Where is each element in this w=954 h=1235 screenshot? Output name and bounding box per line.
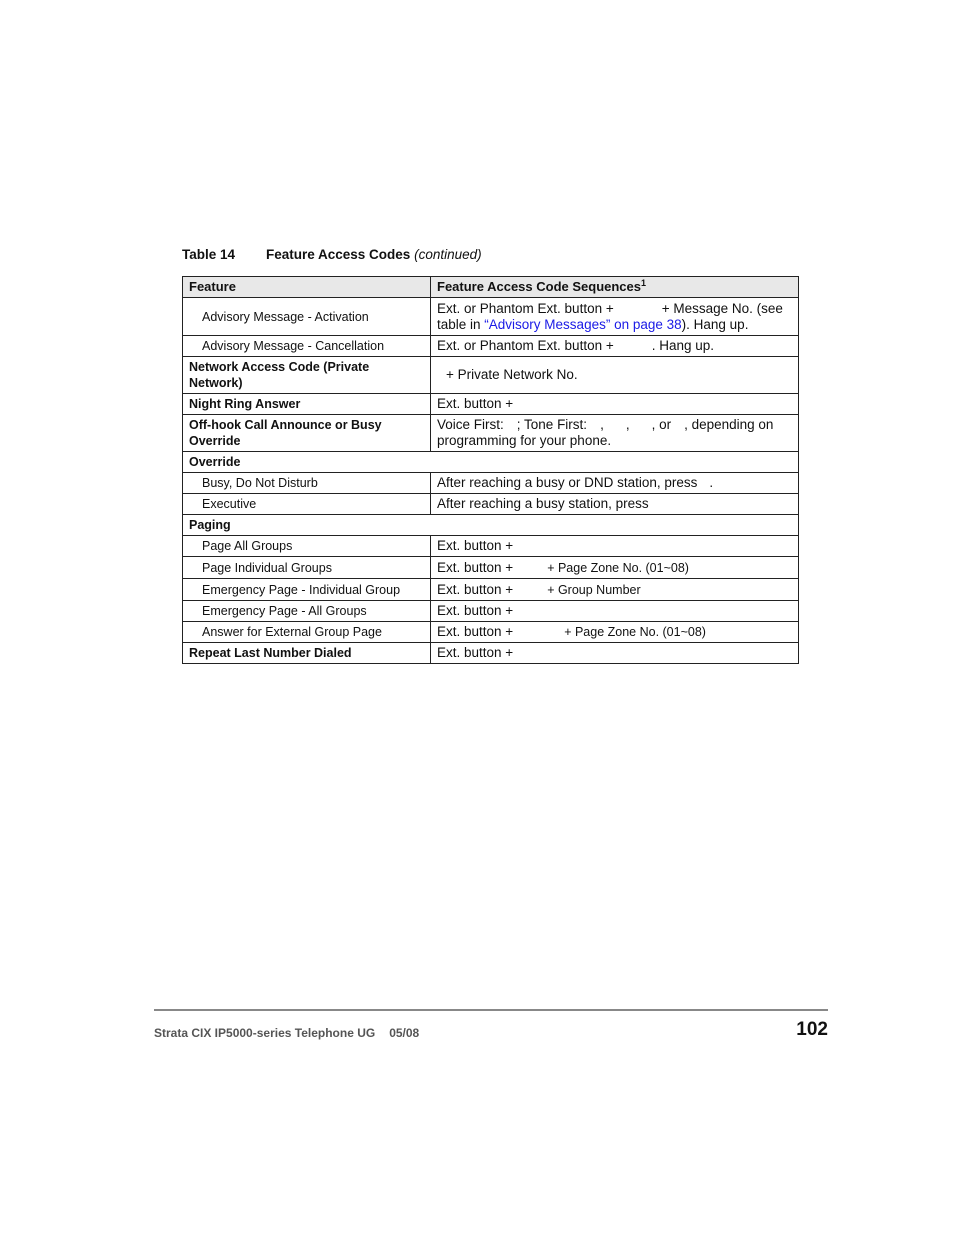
sequence-cell [431, 473, 799, 494]
feature-cell: Busy, Do Not Disturb [183, 473, 431, 494]
group-cell: Paging [183, 515, 799, 536]
seq-text: Ext. or Phantom Ext. button + [437, 300, 614, 316]
table-row [183, 415, 799, 452]
feature-cell: Answer for External Group Page [183, 622, 431, 643]
seq-text: . [709, 475, 714, 490]
table-row [183, 601, 799, 622]
seq-text: . Hang up. [651, 338, 715, 353]
seq-text: ; Tone First: [516, 417, 588, 432]
seq-text: , or [651, 417, 672, 432]
seq-text: ). Hang up. [681, 316, 749, 332]
feature-cell: Advisory Message - Cancellation [183, 336, 431, 357]
header-feature: Feature [183, 277, 431, 298]
seq-text: Ext. button + [437, 581, 514, 597]
sequence-cell [431, 622, 799, 643]
feature-cell: Executive [183, 494, 431, 515]
feature-cell: Advisory Message - Activation [183, 298, 431, 336]
table-group-row [183, 452, 799, 473]
table-continued: (continued) [414, 247, 482, 262]
table-row [183, 494, 799, 515]
feature-cell: Page All Groups [183, 536, 431, 557]
feature-cell: Night Ring Answer [183, 394, 431, 415]
sequence-cell: Ext. button + [431, 643, 799, 664]
feature-cell: Repeat Last Number Dialed [183, 643, 431, 664]
sequence-cell [431, 336, 799, 357]
table-row [183, 394, 799, 415]
table-row [183, 298, 799, 336]
feature-cell: Off-hook Call Announce or Busy Override [183, 415, 431, 452]
page-number: 102 [796, 1019, 828, 1040]
seq-text: Ext. button + [437, 559, 514, 575]
seq-text: + Message No. (see table in [437, 300, 783, 332]
table-row [183, 622, 799, 643]
feature-cell: Emergency Page - Individual Group [183, 579, 431, 601]
header-sequence [431, 277, 799, 298]
footer-divider [154, 1009, 828, 1011]
feature-cell: Page Individual Groups [183, 557, 431, 579]
feature-cell: Network Access Code (Private Network) [183, 357, 431, 394]
seq-text: , [625, 417, 630, 432]
table-number: Table 14 [182, 247, 236, 262]
sequence-cell: After reaching a busy station, press [431, 494, 799, 515]
seq-text: + Page Zone No. (01~08) [547, 560, 689, 575]
table-row [183, 579, 799, 601]
feature-access-codes-table [182, 276, 799, 664]
table-row [183, 336, 799, 357]
table-row [183, 643, 799, 664]
sequence-cell: Ext. button + [431, 394, 799, 415]
sequence-cell [431, 298, 799, 336]
advisory-messages-link[interactable]: “Advisory Messages” on page 38 [484, 316, 682, 332]
group-cell: Override [183, 452, 799, 473]
table-caption [182, 247, 482, 262]
sequence-cell [431, 415, 799, 452]
seq-text: After reaching a busy or DND station, press [437, 475, 698, 490]
footer-doc-title: Strata CIX IP5000-series Telephone UG [154, 1026, 376, 1040]
sequence-cell: Ext. button + [431, 601, 799, 622]
seq-text: Voice First: [437, 417, 504, 432]
footnote-marker: 1 [641, 278, 647, 288]
table-row [183, 473, 799, 494]
seq-text: , [600, 417, 604, 432]
seq-text: + Private Network No. [446, 367, 578, 382]
table-row [183, 357, 799, 394]
feature-cell: Emergency Page - All Groups [183, 601, 431, 622]
sequence-cell: Ext. button + [431, 536, 799, 557]
footer-doc-info [154, 1026, 419, 1040]
table-group-row [183, 515, 799, 536]
sequence-cell [431, 579, 799, 601]
sequence-cell [431, 357, 799, 394]
header-sequence-label: Feature Access Code Sequences [437, 279, 641, 294]
seq-text: Ext. button + [437, 624, 514, 639]
sequence-cell [431, 557, 799, 579]
table-header-row [183, 277, 799, 298]
table-row [183, 557, 799, 579]
table-title: Feature Access Codes [266, 247, 411, 262]
seq-text: Ext. or Phantom Ext. button + [437, 338, 614, 353]
seq-text: , depending on programming for your phone. [437, 417, 774, 448]
table-row [183, 536, 799, 557]
seq-text: + Page Zone No. (01~08) [564, 625, 706, 639]
seq-text: + Group Number [547, 582, 641, 597]
footer-date: 05/08 [389, 1026, 420, 1040]
